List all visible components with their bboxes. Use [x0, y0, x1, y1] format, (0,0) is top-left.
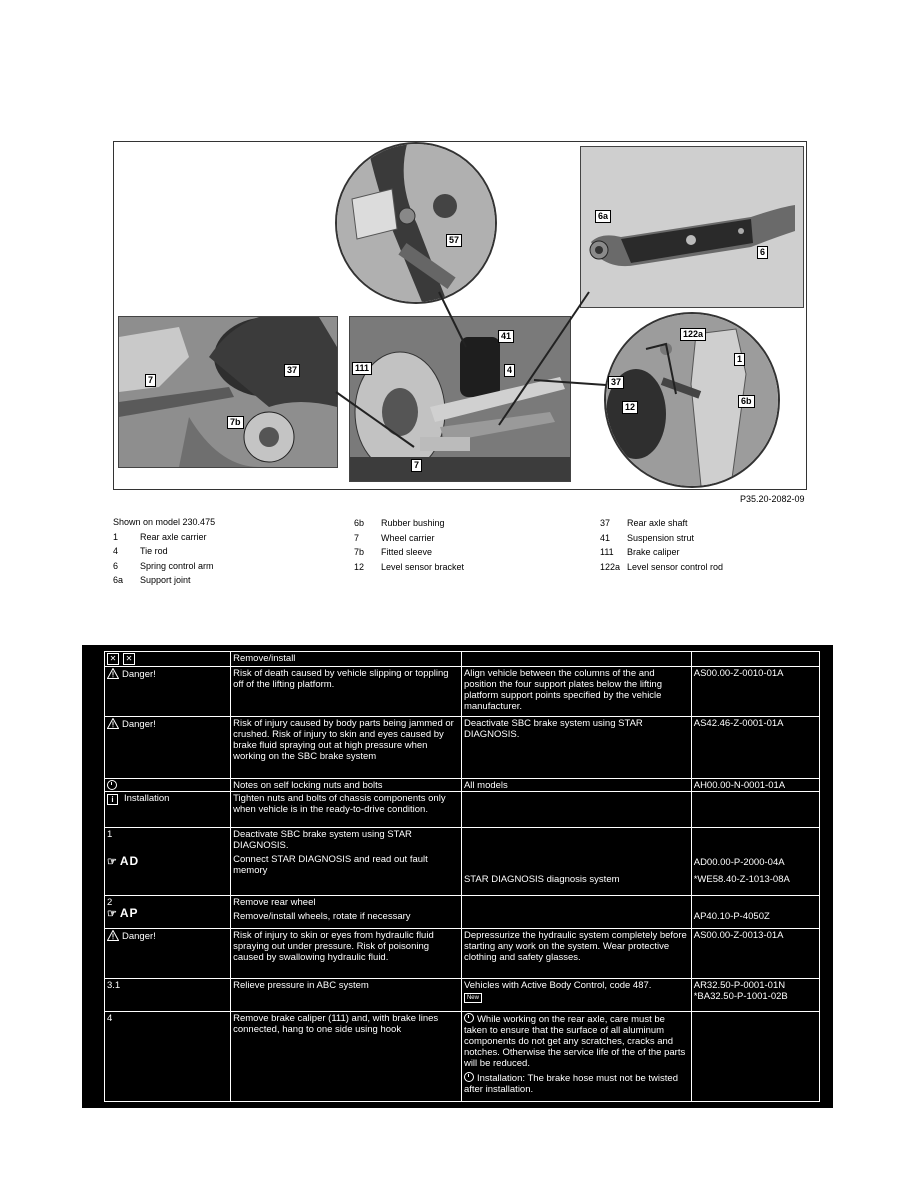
callout-6a: 6a — [595, 210, 611, 223]
legend-item: 6 Spring control arm — [113, 560, 214, 571]
step-number: 1 — [107, 829, 113, 840]
callout-6: 6 — [757, 246, 768, 259]
clock-icon — [464, 1013, 474, 1023]
header-action: Remove/install — [231, 652, 462, 667]
table-row — [105, 1012, 820, 1102]
row-reference-link: AP40.10-P-4050Z — [693, 911, 770, 922]
row-text: Tighten nuts and bolts of chassis components only when vehicle is in the ready-to-drive condition. — [231, 792, 462, 828]
legend-item: 111 Brake caliper — [600, 547, 680, 557]
row-text: Risk of injury caused by body parts being jammed or crushed. Risk of injury to skin and eyes caused by brake fluid spraying out at high pressure when working on the SBC brake system — [231, 717, 462, 779]
table-row — [105, 779, 820, 792]
legend-caption: Shown on model 230.475 — [113, 517, 216, 527]
procedure-table-panel — [82, 645, 833, 1108]
row-text: Risk of injury to skin or eyes from hydraulic fluid spraying out under pressure. Risk of poisoning caused by swallowing hydraulic fluid. — [231, 929, 462, 979]
row-text: Deactivate SBC brake system using STAR DIAGNOSIS. — [233, 829, 412, 851]
figure-code: P35.20-2082-09 — [740, 494, 805, 504]
step-number: 3.1 — [105, 979, 231, 1012]
legend-item: 1 Rear axle carrier — [113, 531, 207, 542]
legend-column-2 — [354, 516, 464, 574]
legend-item: 7 Wheel carrier — [354, 532, 435, 543]
row-text-secondary: Connect STAR DIAGNOSIS and read out fault memory — [233, 854, 428, 876]
callout-1: 1 — [734, 353, 745, 366]
row-reference-link: AH00.00-N-0001-01A — [693, 780, 786, 790]
clock-icon — [107, 780, 117, 790]
pointing-hand-icon: ☞ AD — [107, 854, 140, 868]
remove-icon: ✕ — [107, 653, 119, 665]
install-icon: ✕ — [123, 653, 135, 665]
table-row — [105, 828, 820, 896]
legend-item: 41 Suspension strut — [600, 532, 695, 543]
legend-item: 7b Fitted sleeve — [354, 547, 433, 557]
table-row — [105, 652, 820, 667]
table-row: Danger! Risk of death caused by vehicle slipping or toppling off of the lifting platform. Align vehicle between the columns of the and position the four support plates below the lifting platform support points specified by the vehicle manufacturer. AS00.00-Z-0010-01A — [105, 667, 820, 717]
row-note: While working on the rear axle, care must be taken to ensure that the surface of all aluminum components do not get any scratches, cracks and notches. Otherwise the service life of the of the parts will be reduced. — [463, 1014, 686, 1069]
callout-7-mid: 7 — [411, 459, 422, 472]
legend-item: 6a Support joint — [113, 575, 191, 585]
legend-item: 6b Rubber bushing — [354, 518, 445, 528]
callout-4: 4 — [504, 364, 515, 377]
info-icon: i — [107, 794, 118, 805]
row-reference-link[interactable]: AS00.00-Z-0013-01A — [691, 929, 819, 979]
callout-12: 12 — [622, 401, 638, 414]
legend-item: 122a Level sensor control rod — [600, 561, 724, 572]
row-text: Remove rear wheel — [233, 897, 316, 908]
procedure-table — [104, 651, 820, 1102]
row-reference-link: AD00.00-P-2000-04A — [693, 857, 785, 868]
warning-triangle-icon — [107, 718, 119, 729]
legend-item: 4 Tie rod — [113, 546, 168, 556]
row-text: Risk of death caused by vehicle slipping or toppling off of the lifting platform. — [231, 667, 462, 717]
row-note: Deactivate SBC brake system using STAR DIAGNOSIS. — [461, 717, 691, 779]
row-reference-link[interactable]: AS00.00-Z-0010-01A — [691, 667, 819, 717]
row-note: Align vehicle between the columns of the and position the four support plates below the lifting platform support points specified by the vehicle manufacturer. — [461, 667, 691, 717]
row-note: Vehicles with Active Body Control, code 487. — [463, 980, 652, 991]
new-badge-icon: New — [464, 993, 482, 1003]
legend-column-1 — [113, 515, 215, 588]
row-note: Depressurize the hydraulic system completely before starting any work on the system. Wear protective clothing and safety glasses. — [461, 929, 691, 979]
step-number: 4 — [105, 1012, 231, 1102]
warning-triangle-icon — [107, 668, 119, 679]
callout-7b: 7b — [227, 416, 244, 429]
row-note: All models — [463, 780, 508, 790]
legend-item: 12 Level sensor bracket — [354, 561, 465, 572]
legend-column-3 — [600, 516, 723, 574]
callout-7-left: 7 — [145, 374, 156, 387]
row-reference-link: AR32.50-P-0001-01N — [693, 980, 786, 991]
row-reference-secondary: *BA32.50-P-1001-02B — [693, 991, 788, 1002]
legend-item: 37 Rear axle shaft — [600, 518, 688, 528]
table-row: Danger! Risk of injury to skin or eyes from hydraulic fluid spraying out under pressure. Risk of poisoning caused by swallowing hydraulic fluid. Depressurize the hydraulic system completely before starting any work on the system. Wear protective clothing and safety glasses. AS00.00-Z-0013-01A — [105, 929, 820, 979]
row-reference-link[interactable]: AS42.46-Z-0001-01A — [691, 717, 819, 779]
callout-122a: 122a — [680, 328, 706, 341]
table-row — [105, 896, 820, 929]
callout-111: 111 — [352, 362, 372, 375]
callout-41: 41 — [498, 330, 514, 343]
callout-37-right: 37 — [608, 376, 624, 389]
step-number: 2 — [107, 897, 113, 908]
header-icons-cell — [105, 652, 231, 667]
callout-6b: 6b — [738, 395, 755, 408]
table-row: Danger! Risk of injury caused by body parts being jammed or crushed. Risk of injury to skin and eyes caused by brake fluid spraying out at high pressure when working on the SBC brake system Deactivate SBC brake system using STAR DIAGNOSIS. AS42.46-Z-0001-01A — [105, 717, 820, 779]
clock-icon — [464, 1072, 474, 1082]
pointing-hand-icon: ☞ AP — [107, 906, 139, 920]
row-text: Remove brake caliper (111) and, with brake lines connected, hang to one side using hook — [231, 1012, 462, 1102]
row-text: Relieve pressure in ABC system — [231, 979, 462, 1012]
row-reference-secondary: *WE58.40-Z-1013-08A — [693, 874, 790, 885]
exploded-photo-figure — [113, 141, 807, 490]
row-text: Notes on self locking nuts and bolts — [233, 780, 383, 790]
table-row — [105, 979, 820, 1012]
connector-lines — [114, 142, 806, 489]
row-note-installation: Installation: The brake hose must not be twisted after installation. — [463, 1073, 678, 1095]
row-note: STAR DIAGNOSIS diagnosis system — [463, 874, 620, 885]
callout-37-left: 37 — [284, 364, 300, 377]
warning-triangle-icon — [107, 930, 119, 941]
table-row: i Installation Tighten nuts and bolts of chassis components only when vehicle is in the ready-to-drive condition. — [105, 792, 820, 828]
row-text-secondary: Remove/install wheels, rotate if necessary — [233, 911, 411, 922]
callout-57: 57 — [446, 234, 462, 247]
